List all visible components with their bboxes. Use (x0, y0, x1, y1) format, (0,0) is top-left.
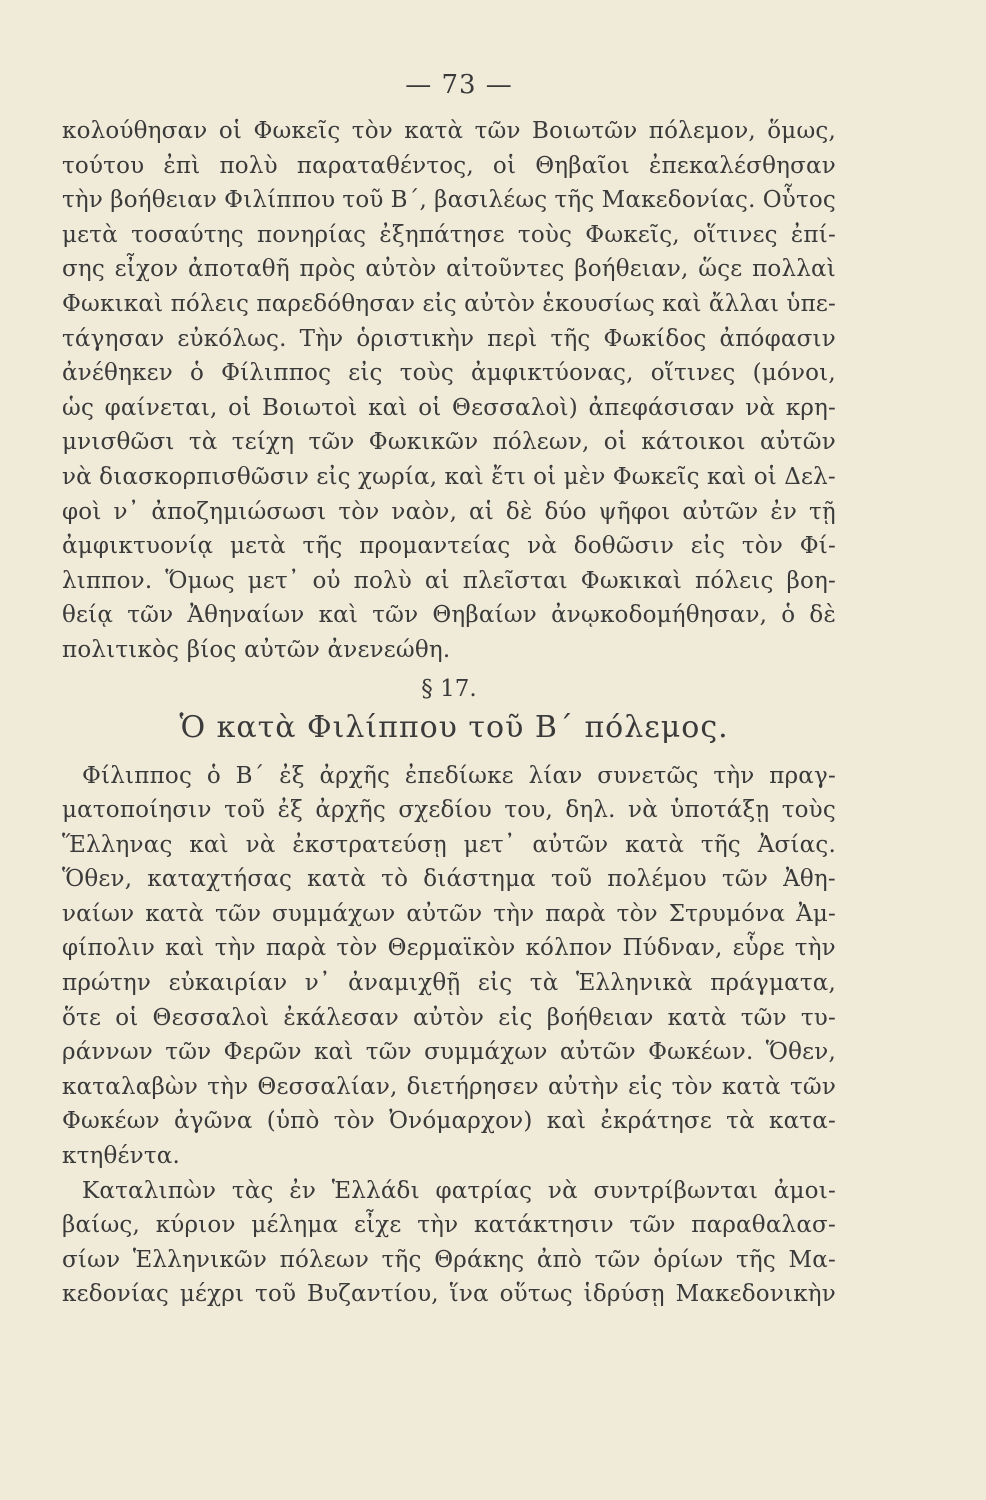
text-line: μετὰ τοσαύτης πονηρίας ἐξηπάτησε τοὺς Φωκεῖς, οἵτινες ἐπί- (62, 221, 836, 248)
text-line: νὰ διασκορπισθῶσιν εἰς χωρία, καὶ ἔτι οἱ μὲν Φωκεῖς καὶ οἱ Δελ- (62, 463, 836, 490)
text-line: λιππον. Ὅμως μετ᾽ οὐ πολὺ αἱ πλεῖσται Φωκικαὶ πόλεις βοη- (62, 567, 836, 594)
text-line: ἀμφικτυονίᾳ μετὰ τῆς προμαντείας νὰ δοθῶσιν εἰς τὸν Φί- (62, 533, 836, 560)
text-line: κτηθέντα. (62, 1143, 180, 1170)
text-line: τούτου ἐπὶ πολὺ παραταθέντος, οἱ Θηβαῖοι ἐπεκαλέσθησαν (62, 152, 836, 179)
section-number: § 17. (421, 675, 477, 702)
paragraph-2 (62, 759, 836, 1174)
text-line: ράννων τῶν Φερῶν καὶ τῶν συμμάχων αὐτῶν Φωκέων. Ὅθεν, (62, 1039, 836, 1066)
text-line: Φωκικαὶ πόλεις παρεδόθησαν εἰς αὐτὸν ἑκουσίως καὶ ἄλλαι ὑπε- (62, 290, 836, 317)
text-line: ματοποίησιν τοῦ ἐξ ἀρχῆς σχεδίου του, δηλ. νὰ ὑποτάξῃ τοὺς (62, 797, 836, 824)
text-line: Φωκέων ἀγῶνα (ὑπὸ τὸν Ὀνόμαρχον) καὶ ἐκράτησε τὰ κατα- (62, 1108, 836, 1135)
text-line: ἀνέθηκεν ὁ Φίλιππος εἰς τοὺς ἀμφικτύονας, οἵτινες (μόνοι, (62, 360, 836, 387)
text-line: φίπολιν καὶ τὴν παρὰ τὸν Θερμαϊκὸν κόλπον Πύδναν, εὗρε τὴν (62, 935, 836, 962)
text-line: ναίων κατὰ τῶν συμμάχων αὐτῶν τὴν παρὰ τὸν Στρυμόνα Ἀμ- (62, 900, 836, 927)
page-number: — 73 — (405, 70, 513, 100)
text-line: Ὅθεν, καταχτήσας κατὰ τὸ διάστημα τοῦ πολέμου τῶν Ἀθη- (62, 866, 836, 893)
text-line: Φίλιππος ὁ Β΄ ἐξ ἀρχῆς ἐπεδίωκε λίαν συνετῶς τὴν πραγ- (82, 762, 836, 789)
section-title: Ὁ κατὰ Φιλίππου τοῦ Β΄ πόλεμος. (179, 709, 729, 745)
text-line: φοὶ ν᾽ ἀποζημιώσωσι τὸν ναὸν, αἱ δὲ δύο ψῆφοι αὐτῶν ἐν τῇ (62, 498, 836, 525)
text-line: κολούθησαν οἱ Φωκεῖς τὸν κατὰ τῶν Βοιωτῶν πόλεμον, ὅμως, (62, 118, 836, 144)
text-line: πρώτην εὐκαιρίαν ν᾽ ἀναμιχθῇ εἰς τὰ Ἑλληνικὰ πράγματα, (62, 970, 836, 997)
paragraph-1 (62, 114, 836, 668)
text-line: πολιτικὸς βίος αὐτῶν ἀνενεώθη. (62, 636, 451, 663)
text-line: Ἕλληνας καὶ νὰ ἐκστρατεύσῃ μετ᾽ αὐτῶν κατὰ τῆς Ἀσίας. (62, 831, 836, 858)
text-line: βαίως, κύριον μέλημα εἶχε τὴν κατάκτησιν τῶν παραθαλασ- (62, 1212, 836, 1239)
text-line: ὡς φαίνεται, οἱ Βοιωτοὶ καὶ οἱ Θεσσαλοὶ) ἀπεφάσισαν νὰ κρη- (62, 394, 836, 421)
text-line: ὅτε οἱ Θεσσαλοὶ ἐκάλεσαν αὐτὸν εἰς βοήθειαν κατὰ τῶν τυ- (62, 1004, 836, 1031)
paragraph-3 (62, 1174, 836, 1312)
text-line: κεδονίας μέχρι τοῦ Βυζαντίου, ἵνα οὕτως ἱδρύσῃ Μακεδονικὴν (62, 1281, 836, 1308)
text-line: Καταλιπὼν τὰς ἐν Ἑλλάδι φατρίας νὰ συντρίβωνται ἀμοι- (82, 1177, 836, 1204)
text-line: τὴν βοήθειαν Φιλίππου τοῦ Β΄, βασιλέως τῆς Μακεδονίας. Οὗτος (62, 187, 836, 214)
text-line: θείᾳ τῶν Ἀθηναίων καὶ τῶν Θηβαίων ἀνῳκοδομήθησαν, ὁ δὲ (62, 602, 836, 629)
text-line: σης εἶχον ἀποταθῆ πρὸς αὐτὸν αἰτοῦντες βοήθειαν, ὥςε πολλαὶ (62, 256, 836, 283)
text-line: καταλαβὼν τὴν Θεσσαλίαν, διετήρησεν αὐτὴν εἰς τὸν κατὰ τῶν (62, 1073, 836, 1100)
text-line: σίων Ἑλληνικῶν πόλεων τῆς Θράκης ἀπὸ τῶν ὁρίων τῆς Μα- (62, 1246, 836, 1273)
text-line: τάγησαν εὐκόλως. Τὴν ὁριστικὴν περὶ τῆς Φωκίδος ἀπόφασιν (62, 325, 836, 352)
text-line: μνισθῶσι τὰ τείχη τῶν Φωκικῶν πόλεων, οἱ κάτοικοι αὐτῶν (62, 429, 836, 456)
